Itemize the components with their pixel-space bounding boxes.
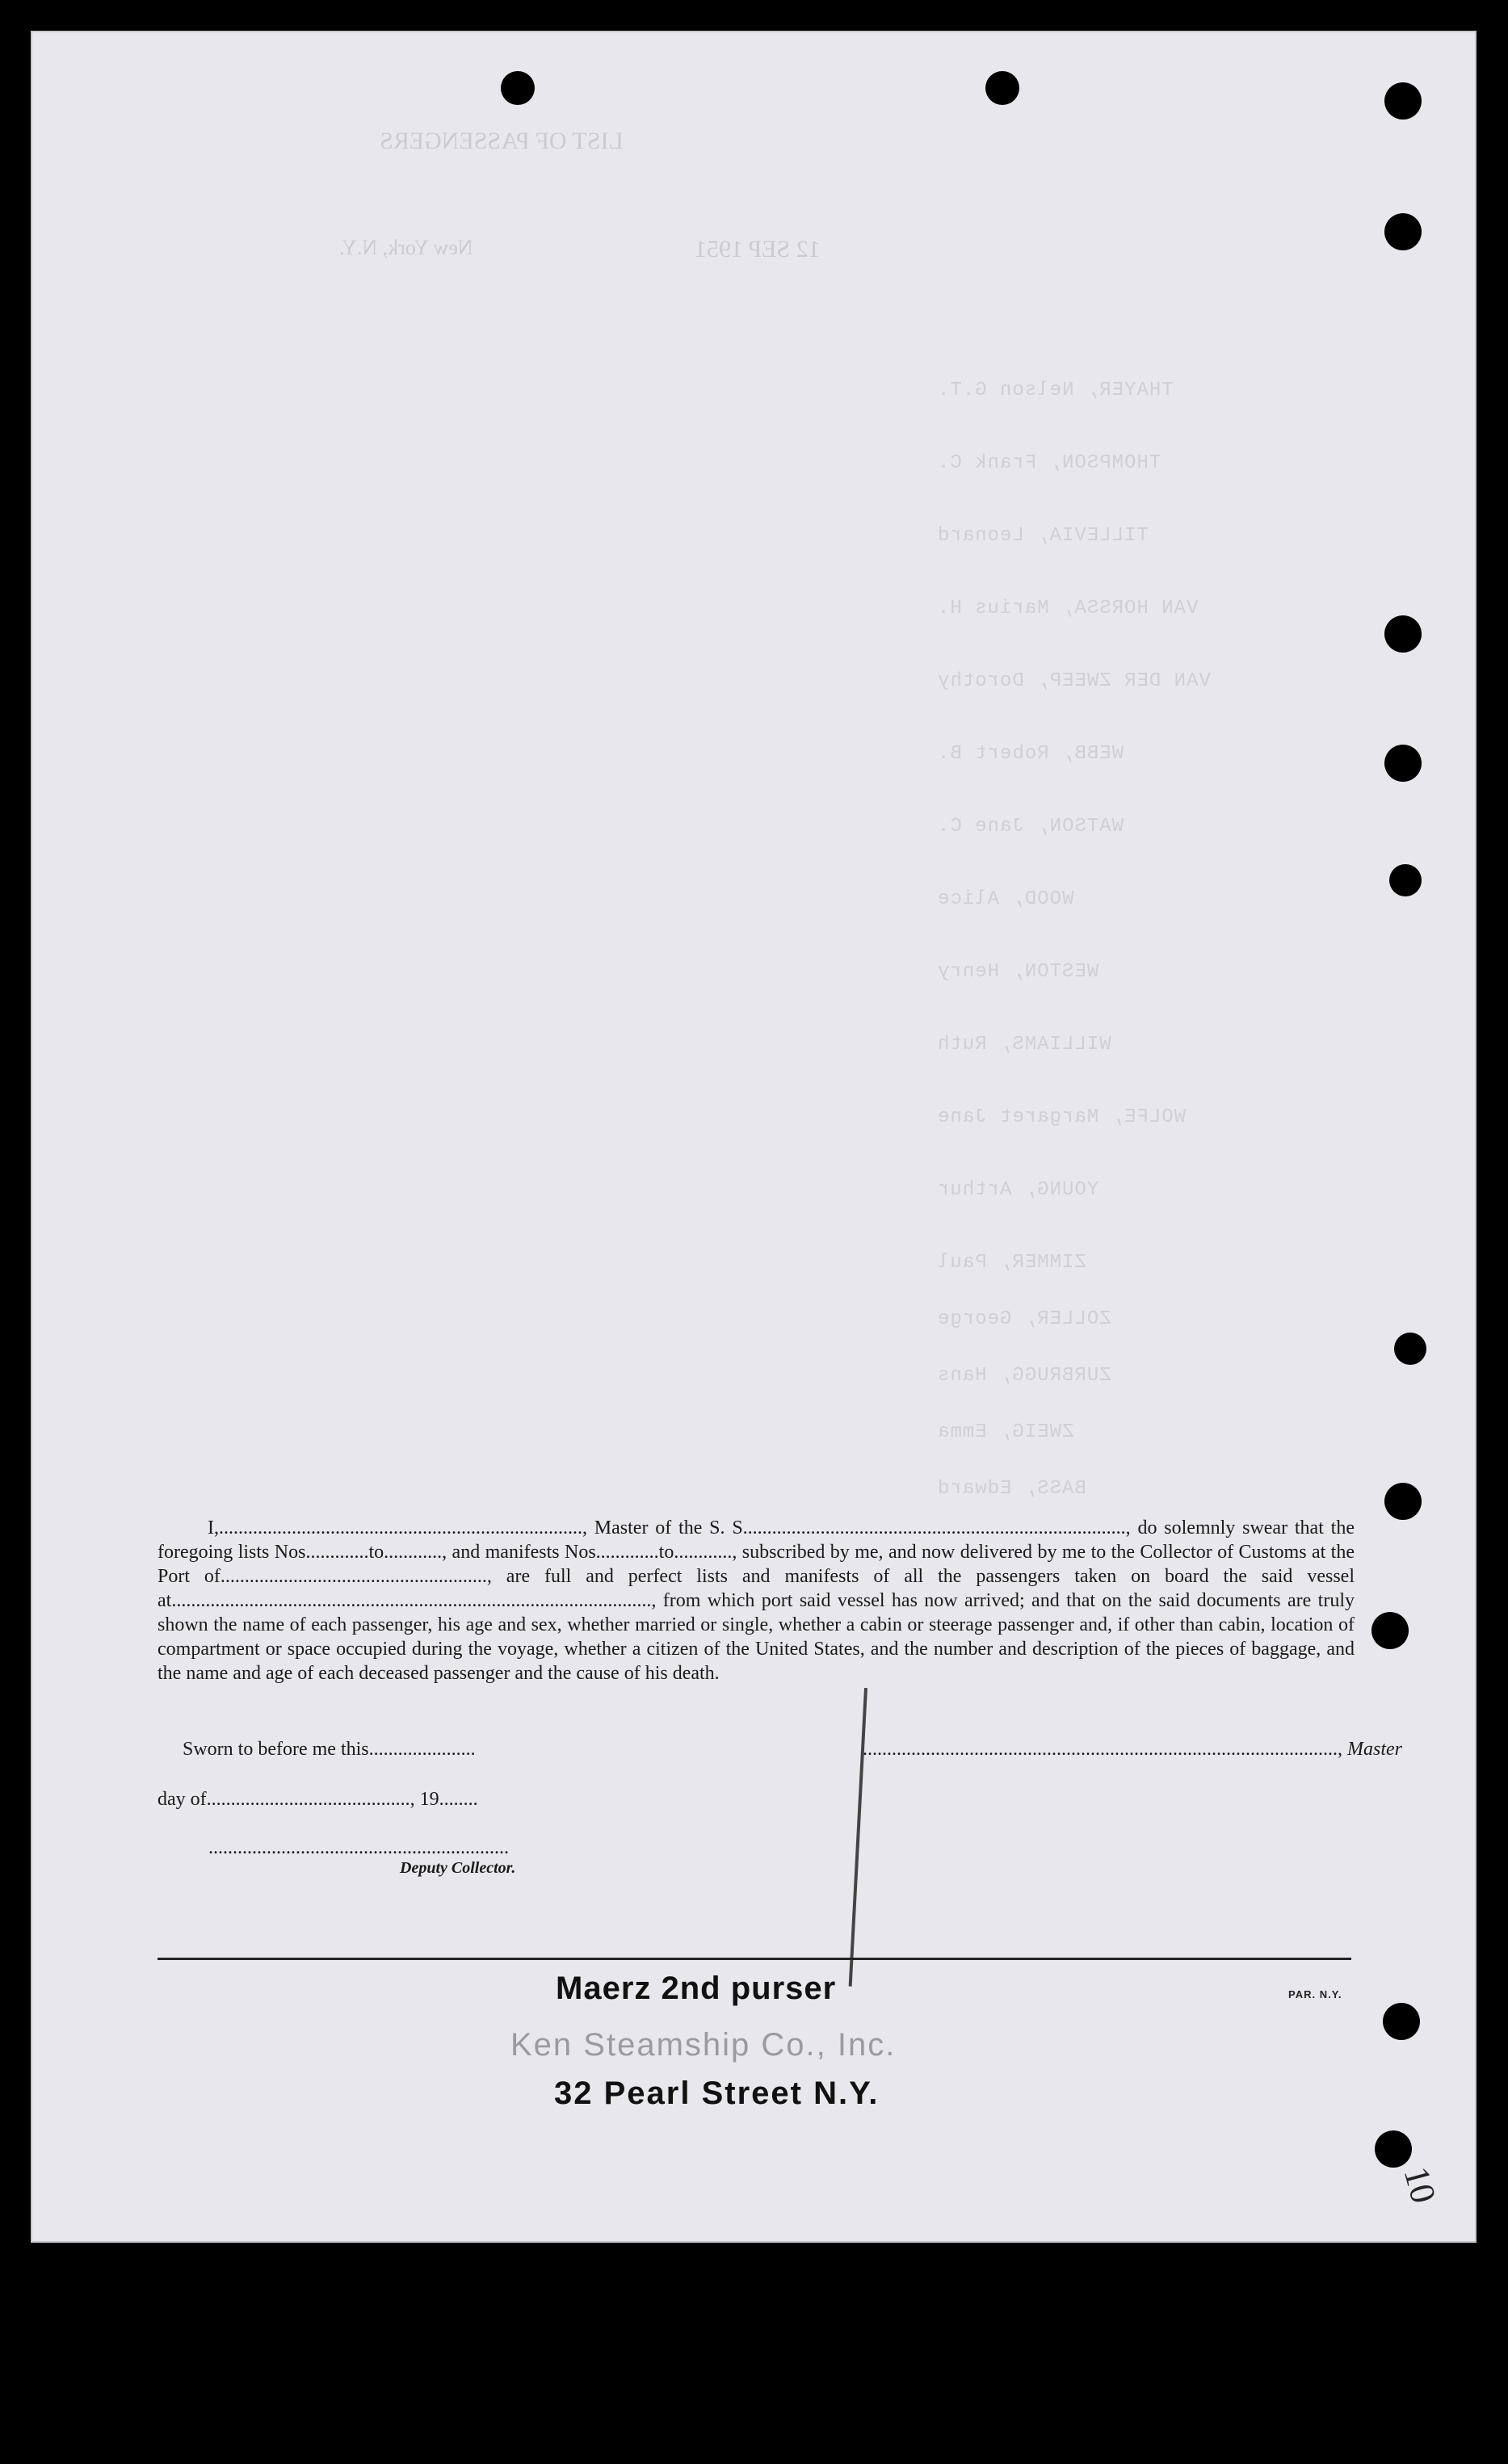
par-code: PAR. N.Y. [1288, 1988, 1342, 2000]
ghost-name: WESTON, Henry [937, 961, 1099, 983]
punch-hole-icon [1383, 2003, 1420, 2040]
ghost-name: WILLIAMS, Ruth [937, 1034, 1111, 1056]
master-label: Master [1347, 1739, 1402, 1760]
ghost-name: YOUNG, Arthur [937, 1179, 1099, 1201]
punch-hole-icon [501, 71, 535, 105]
stamp-address: 32 Pearl Street N.Y. [554, 2076, 880, 2111]
ghost-date: 12 SEP 1951 [695, 236, 821, 262]
ghost-name: WOLFE, Margaret Jane [937, 1106, 1187, 1128]
sworn-line: Sworn to before me this...................... [183, 1739, 476, 1760]
punch-hole-icon [1389, 864, 1422, 896]
punch-hole-icon [1384, 615, 1422, 653]
pen-stroke [849, 1688, 867, 1987]
ghost-name: ZOLLER, George [937, 1308, 1111, 1330]
corner-mark: 10 [1396, 2162, 1444, 2208]
stamp-purser: Maerz 2nd purser [556, 1971, 837, 2006]
punch-hole-icon [1384, 213, 1422, 250]
punch-hole-icon [1371, 1612, 1409, 1649]
manifest-page [31, 31, 1476, 2243]
ghost-name: ZURBRUGG, Hans [937, 1365, 1111, 1387]
ghost-name: THOMPSON, Frank C. [937, 452, 1161, 474]
ghost-name: VAN DER ZWEEP, Dorothy [937, 670, 1211, 692]
ghost-name: BASS, Edward [937, 1478, 1086, 1500]
day-of-line: day of.........................................., 19........ [158, 1789, 478, 1810]
ghost-port-line: New York, N.Y. [339, 236, 473, 259]
deputy-dots: .............................................................. [208, 1837, 509, 1858]
ghost-name: THAYER, Nelson G.T. [937, 380, 1174, 401]
ghost-header: LIST OF PASSENGERS [380, 128, 624, 154]
punch-hole-icon [985, 71, 1019, 105]
ghost-name: WOOD, Alice [937, 888, 1074, 910]
ghost-name: VAN HORSSA, Marius H. [937, 598, 1199, 619]
deputy-collector-label: Deputy Collector. [400, 1859, 516, 1877]
punch-hole-icon [1384, 1483, 1422, 1520]
oath-text: I,..........................................................................., Master of the S. S..............................................................................., do solemnly swear that the foregoing lists Nos.............to............, and manifests Nos.............to............, subscribed by me, and now delivered by me to the Collector of Customs at the Port of......................................................., are full and perfect lists and manifests of all the passengers taken on board the said vessel at..................................................................................................., from which port said vessel has now arrived; and that on the said documents are truly shown the name of each passenger, his age and sex, whether married or single, whether a cabin or steerage passenger and, if other than cabin, location of compartment or space occupied during the voyage, whether a citizen of the United States, and the number and description of the pieces of baggage, and the name and age of each deceased passenger and the cause of his death. [158, 1517, 1355, 1684]
punch-hole-icon [1375, 2130, 1412, 2168]
master-signature-line [863, 1739, 1402, 1761]
master-dots: .................................................................................................., [863, 1739, 1342, 1760]
ghost-name: WEBB, Robert B. [937, 743, 1124, 765]
punch-hole-icon [1384, 745, 1422, 782]
stamp-company: Ken Steamship Co., Inc. [510, 2027, 897, 2063]
ghost-name: ZWEIG, Emma [937, 1421, 1074, 1443]
punch-hole-icon [1384, 82, 1422, 120]
divider [158, 1958, 1351, 1960]
punch-hole-icon [1394, 1333, 1426, 1365]
ghost-name: ZIMMER, Paul [937, 1252, 1086, 1274]
ghost-name: TILLEVIA, Leonard [937, 525, 1149, 547]
oath-paragraph [158, 1516, 1355, 1685]
ghost-name: WATSON, Jane C. [937, 816, 1124, 837]
